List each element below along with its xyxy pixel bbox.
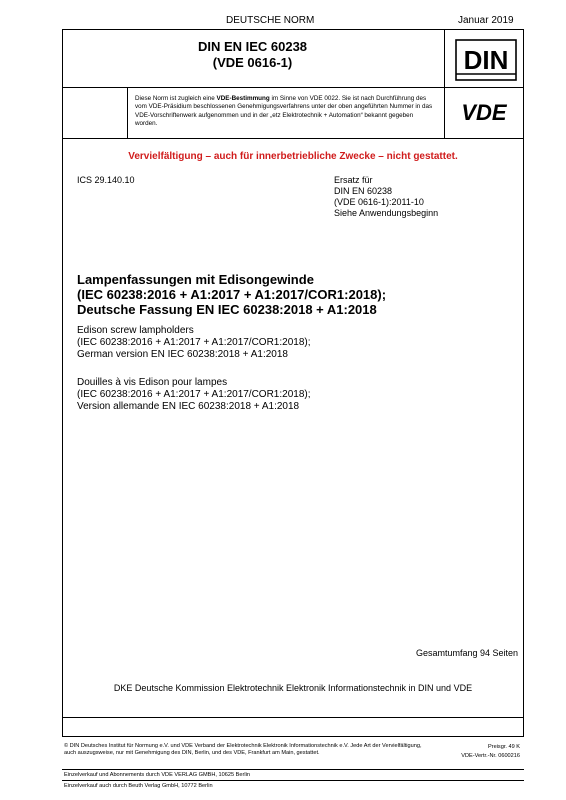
document-number-line: DIN EN IEC 60238: [197, 39, 308, 54]
divider: [62, 780, 524, 781]
title-line: German version EN IEC 60238:2018 + A1:2018: [77, 349, 288, 360]
replacement-line: Ersatz für: [334, 175, 373, 185]
title-line: Deutsche Fassung EN IEC 60238:2018 + A1:2018: [77, 302, 377, 317]
title-line: (IEC 60238:2016 + A1:2017 + A1:2017/COR1:2018);: [77, 287, 387, 302]
svg-text:VDE: VDE: [461, 100, 507, 125]
document-number: [62, 39, 443, 71]
divider: [63, 87, 523, 88]
replacement-line: Siehe Anwendungsbeginn: [334, 208, 439, 218]
vde-logo: [449, 99, 519, 125]
title-french: [77, 377, 311, 413]
page-count: Gesamtumfang 94 Seiten: [415, 648, 518, 658]
price-info: [440, 743, 520, 761]
title-english: [77, 325, 311, 361]
title-line: (IEC 60238:2016 + A1:2017 + A1:2017/COR1:2018);: [77, 337, 311, 348]
title-line: Lampenfassungen mit Edisongewinde: [77, 272, 314, 287]
din-logo: [455, 39, 517, 81]
replacement-info: [334, 175, 438, 219]
ics-code: ICS 29.140.10: [77, 175, 135, 185]
sales-info: Einzelverkauf auch durch Beuth Verlag GmbH, 10772 Berlin: [64, 783, 213, 789]
header-date: Januar 2019: [458, 15, 514, 26]
divider: [444, 30, 445, 138]
vde-distribution-number: VDE-Vertr.-Nr. 0600216: [461, 753, 520, 759]
divider: [63, 717, 523, 718]
divider: [127, 87, 128, 138]
replacement-line: DIN EN 60238: [334, 186, 393, 196]
vde-number-line: (VDE 0616-1): [212, 55, 293, 70]
header-standard-type: DEUTSCHE NORM: [226, 15, 315, 26]
copyright-notice: © DIN Deutsches Institut für Normung e.V. und VDE Verband der Elektrotechnik Elektronik Informationstechnik e.V. Jede Art der Vervielfältigung, auch auszugsweise, nur mit Genehmigung des DIN, Berlin, und des VDE, Frankfurt am Main, gestattet.: [64, 743, 422, 756]
replacement-line: (VDE 0616-1):2011-10: [334, 197, 424, 207]
divider: [62, 769, 524, 770]
title-line: Douilles à vis Edison pour lampes: [77, 377, 228, 388]
title-line: (IEC 60238:2016 + A1:2017 + A1:2017/COR1:2018);: [77, 389, 311, 400]
copy-warning: Vervielfältigung – auch für innerbetriebliche Zwecke – nicht gestattet.: [128, 151, 458, 162]
title-german: [77, 272, 386, 317]
title-line: Edison screw lampholders: [77, 325, 194, 336]
divider: [63, 138, 523, 139]
vde-notice: Diese Norm ist zugleich eine VDE-Bestimmung im Sinne von VDE 0022. Sie ist nach Durchführung des vom VDE-Präsidium beschlossenen Genehmigungsverfahrens unter der oben angeführten Nummer in das VDE-Vorschriftenwerk aufgenommen und in der „etz Elektrotechnik + Automation“ bekannt gegeben worden.: [135, 95, 433, 128]
dke-line: DKE Deutsche Kommission Elektrotechnik Elektronik Informationstechnik in DIN und VDE: [113, 683, 473, 693]
price-group: Preisgr. 49 K: [487, 744, 520, 750]
title-line: Version allemande EN IEC 60238:2018 + A1:2018: [77, 401, 300, 412]
sales-info: Einzelverkauf und Abonnements durch VDE VERLAG GMBH, 10625 Berlin: [64, 772, 250, 778]
svg-text:DIN: DIN: [463, 45, 509, 75]
